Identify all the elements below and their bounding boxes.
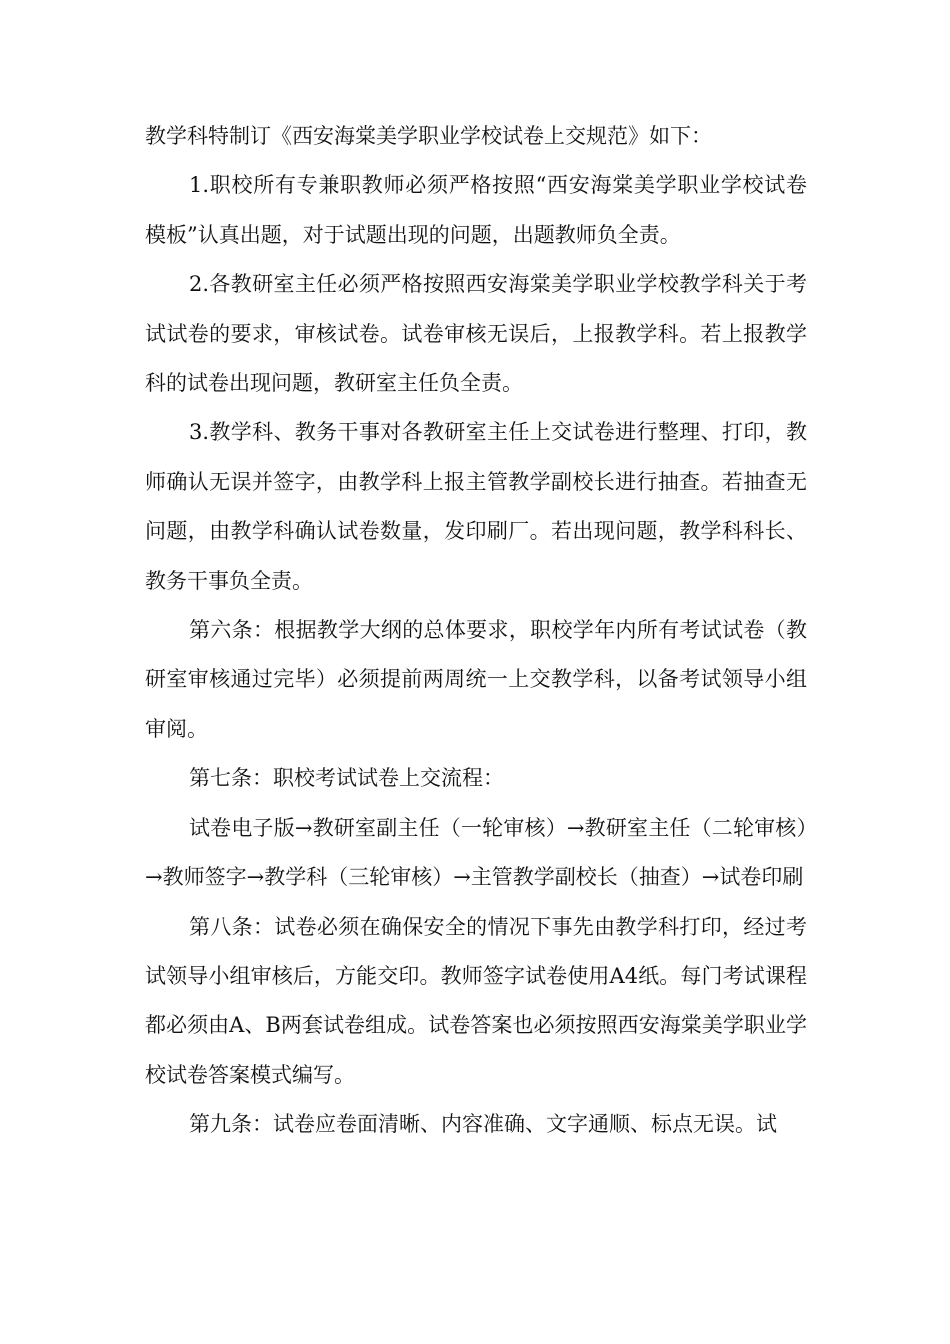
paragraph-workflow: 试卷电子版→教研室副主任（一轮审核）→教研室主任（二轮审核）→教师签字→教学科（三轮审核）→主管教学副校长（抽查）→试卷印刷 [145, 815, 807, 890]
paragraph-intro: 教学科特制订《西安海棠美学职业学校试卷上交规范》如下： [145, 124, 712, 148]
paragraph-article-9: 第九条：试卷应卷面清晰、内容准确、文字通顺、标点无误。试 [189, 1112, 777, 1137]
document-body [145, 112, 807, 1150]
paragraph-item-3: 3.教学科、教务干事对各教研室主任上交试卷进行整理、打印，教师确认无误并签字，由教学科上报主管教学副校长进行抽查。若抽查无问题，由教学科确认试卷数量，发印刷厂。若出现问题，教学科科长、教务干事负全责。 [145, 420, 807, 593]
paragraph-item-2: 2.各教研室主任必须严格按照西安海棠美学职业学校教学科关于考试试卷的要求，审核试卷。试卷审核无误后，上报教学科。若上报教学科的试卷出现问题，教研室主任负全责。 [145, 272, 807, 396]
paragraph-article-8: 第八条：试卷必须在确保安全的情况下事先由教学科打印，经过考试领导小组审核后，方能交印。教师签字试卷使用A4纸。每门考试课程都必须由A、B两套试卷组成。试卷答案也必须按照西安海棠美学职业学校试卷答案模式编写。 [145, 914, 807, 1087]
paragraph-article-6: 第六条：根据教学大纲的总体要求，职校学年内所有考试试卷（教研室审核通过完毕）必须提前两周统一上交教学科，以备考试领导小组审阅。 [145, 618, 807, 741]
paragraph-item-1: 1.职校所有专兼职教师必须严格按照“西安海棠美学职业学校试卷模板”认真出题，对于试题出现的问题，出题教师负全责。 [145, 173, 807, 247]
paragraph-article-7: 第七条：职校考试试卷上交流程： [189, 766, 504, 791]
